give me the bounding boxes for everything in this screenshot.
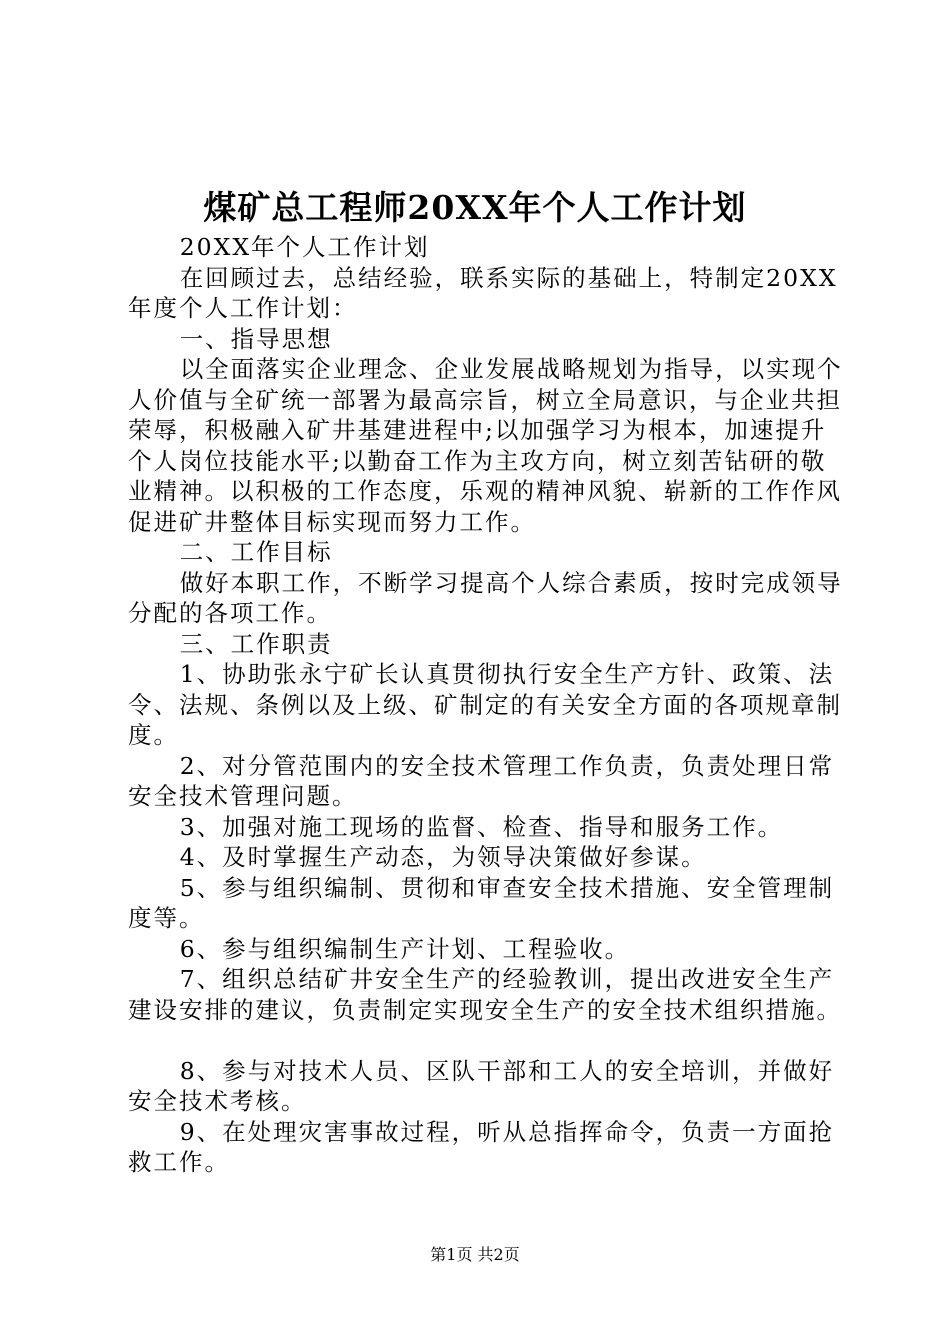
paragraph-guiding-thought: 以全面落实企业理念、企业发展战略规划为指导，以实现个人价值与全矿统一部署为最高宗旨，树立全局意识，与企业共担荣辱，积极融入矿井基建进程中;以加强学习为根本，加速提升个人岗位技能水平;以勤奋工作为主攻方向，树立刻苦钻研的敬业精神。以积极的工作态度，乐观的精神风貌、崭新的工作作风促进矿井整体目标实现而努力工作。 <box>128 355 843 536</box>
paragraph-intro: 在回顾过去，总结经验，联系实际的基础上，特制定20XX年度个人工作计划： <box>128 263 838 322</box>
duty-item-1: 1、协助张永宁矿长认真贯彻执行安全生产方针、政策、法令、法规、条例以及上级、矿制定的有关安全方面的各项规章制度。 <box>128 660 842 749</box>
section-heading-guiding-thought: 一、指导思想 <box>179 324 333 353</box>
duty-item-7: 7、组织总结矿井安全生产的经验教训，提出改进安全生产建设安排的建议，负责制定实现安全生产的安全技术组织措施。 <box>128 965 842 1024</box>
page-number-footer: 第1页 共2页 <box>430 1245 520 1264</box>
duty-item-3: 3、加强对施工现场的监督、检查、指导和服务工作。 <box>179 812 784 841</box>
duty-item-8: 8、参与对技术人员、区队干部和工人的安全培训，并做好安全技术考核。 <box>128 1056 835 1115</box>
document-title: 煤矿总工程师20XX年个人工作计划 <box>203 188 747 227</box>
duty-item-4: 4、及时掌握生产动态，为领导决策做好参谋。 <box>179 843 707 871</box>
paragraph-plan-heading: 20XX年个人工作计划 <box>179 233 430 261</box>
paragraph-work-goal: 做好本职工作，不断学习提高个人综合素质，按时完成领导分配的各项工作。 <box>128 568 843 627</box>
section-heading-duties: 三、工作职责 <box>179 629 333 658</box>
duty-item-9: 9、在处理灾害事故过程，听从总指挥命令，负责一方面抢救工作。 <box>128 1117 835 1176</box>
duty-item-5: 5、参与组织编制、贯彻和审查安全技术措施、安全管理制度等。 <box>128 873 835 932</box>
section-heading-work-goal: 二、工作目标 <box>179 538 333 566</box>
document-body <box>128 232 848 1178</box>
duty-item-2: 2、对分管范围内的安全技术管理工作负责，负责处理日常安全技术管理问题。 <box>128 751 835 810</box>
duty-item-6: 6、参与组织编制生产计划、工程验收。 <box>179 934 631 963</box>
blank-line <box>128 1025 848 1056</box>
